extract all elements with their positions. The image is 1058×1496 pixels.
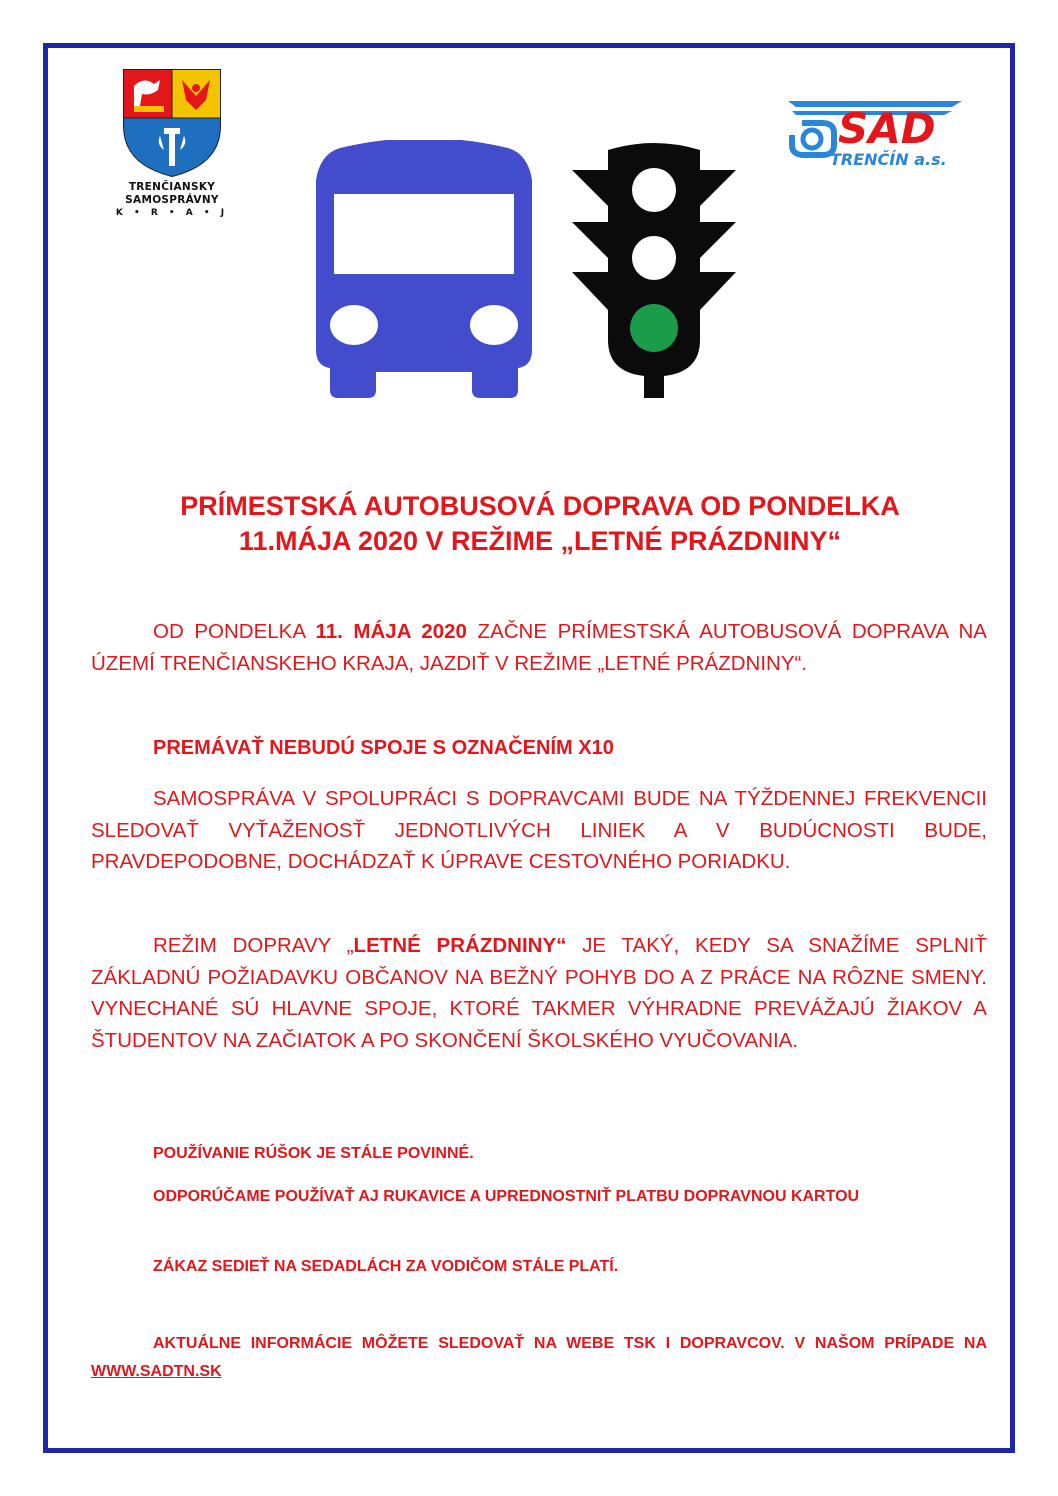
page-title: PRÍMESTSKÁ AUTOBUSOVÁ DOPRAVA OD PONDELKA 11.MÁJA 2020 V REŽIME „LETNÉ PRÁZDNINY“ [180, 491, 900, 556]
masks-note: POUŽÍVANIE RÚŠOK JE STÁLE POVINNÉ. [153, 1145, 474, 1162]
bus-icon [304, 140, 544, 400]
regime-paragraph: REŽIM DOPRAVY „LETNÉ PRÁZDNINY“ JE TAKÝ, KEDY SA SNAŽÍME SPLNIŤ ZÁKLADNÚ POŽIADAVKU OBČANOV NA BEŽNÝ POHYB DO A Z PRÁCE NA RÔZNE SMENY. VYNECHANÉ SÚ HLAVNE SPOJE, KTORÉ TAKMER VÝHRADNE PREVÁŽAJÚ ŽIAKOV A ŠTUDENTOV NA ZAČIATOK A PO SKONČENÍ ŠKOLSKÉHO VYUČOVANIA. [91, 934, 987, 1052]
seats-note: ZÁKAZ SEDIEŤ NA SEDADLÁCH ZA VODIČOM STÁLE PLATÍ. [153, 1258, 619, 1275]
intro-paragraph: OD PONDELKA 11. MÁJA 2020 ZAČNE PRÍMESTSKÁ AUTOBUSOVÁ DOPRAVA NA ÚZEMÍ TRENČIANSKEHO KRAJA, JAZDIŤ V REŽIME „LETNÉ PRÁZDNINY“. [91, 620, 987, 675]
footer-info: AKTUÁLNE INFORMÁCIE MÔŽETE SLEDOVAŤ NA WEBE TSK I DOPRAVCOV. V NAŠOM PRÍPADE NA WWW.SADTN.SK [91, 1335, 987, 1380]
traffic-light-icon [570, 140, 738, 398]
region-name: TRENČIANSKY SAMOSPRÁVNY K • R • A • J [115, 181, 229, 218]
sad-name: SAD [838, 104, 936, 153]
sad-city: TRENČÍN a.s. [830, 150, 947, 168]
monitoring-paragraph: SAMOSPRÁVA V SPOLUPRÁCI S DOPRAVCAMI BUDE NA TÝŽDENNEJ FREKVENCII SLEDOVAŤ VYŤAŽENOSŤ JEDNOTLIVÝCH LINIEK A V BUDÚCNOSTI BUDE, PRAVDEPODOBNE, DOCHÁDZAŤ K ÚPRAVE CESTOVNÉHO PORIADKU. [91, 787, 987, 873]
sad-trencin-logo [782, 93, 972, 168]
website-link[interactable]: WWW.SADTN.SK [91, 1363, 222, 1380]
gloves-note: ODPORÚČAME POUŽÍVAŤ AJ RUKAVICE A UPREDNOSTNIŤ PLATBU DOPRAVNOU KARTOU [153, 1188, 860, 1205]
region-crest-logo [120, 66, 224, 178]
x10-notice: PREMÁVAŤ NEBUDÚ SPOJE S OZNAČENÍM X10 [153, 737, 614, 759]
